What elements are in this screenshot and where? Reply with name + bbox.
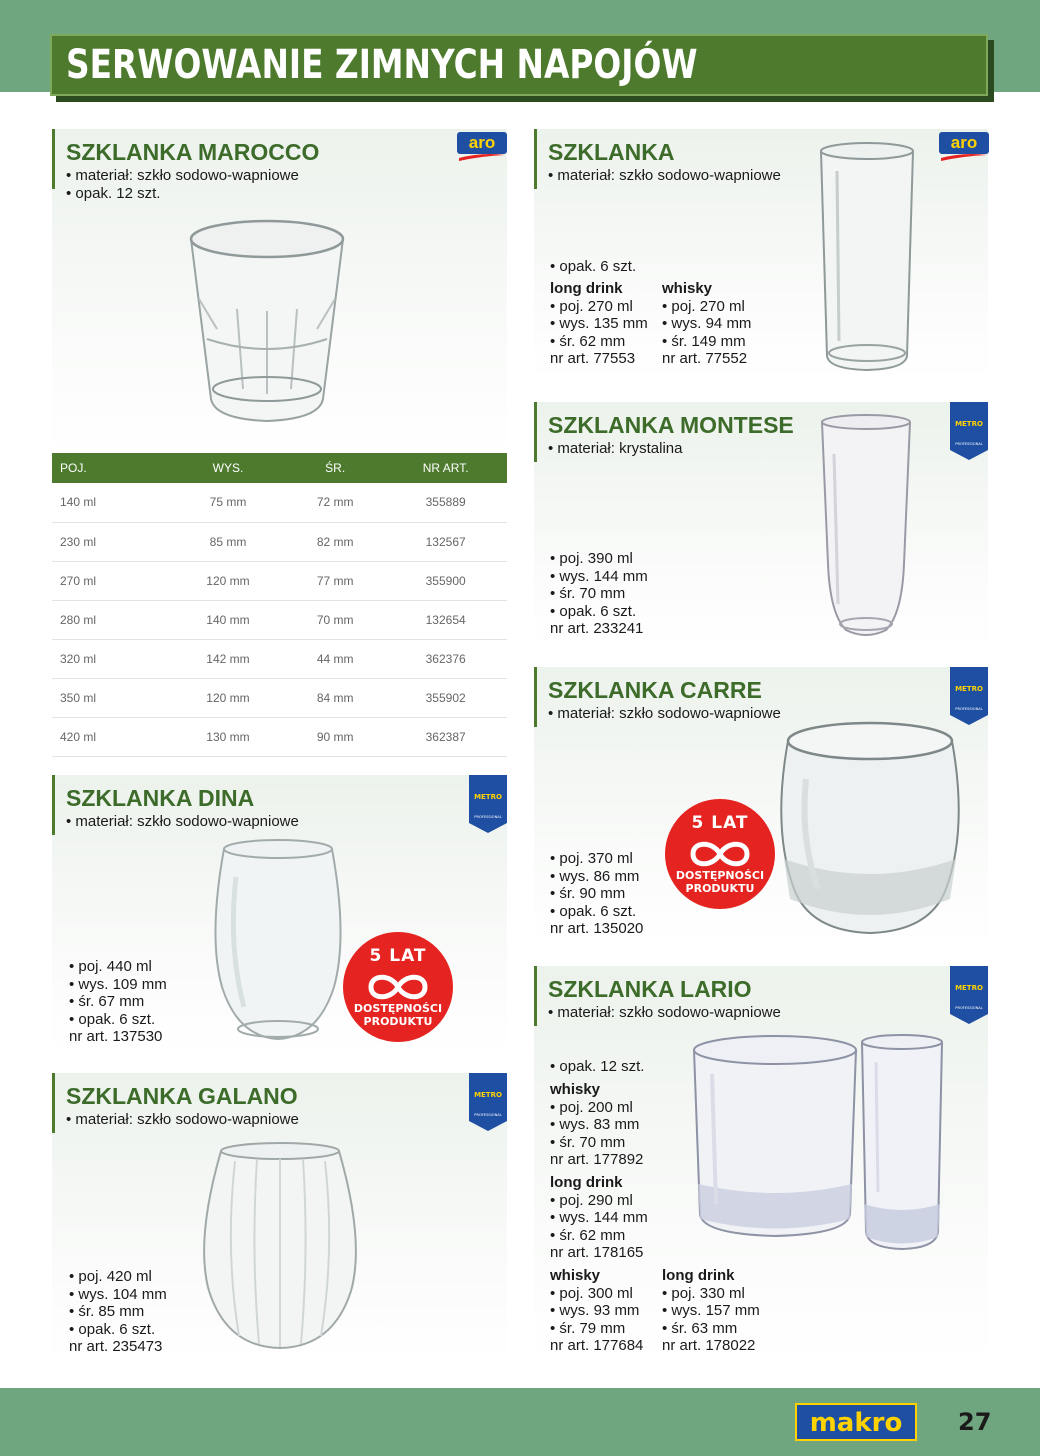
- spec-line: • śr. 63 mm: [662, 1319, 738, 1337]
- spec-column: [662, 280, 751, 368]
- badge-years: 5 LAT: [369, 946, 427, 966]
- table-cell: 420 ml: [52, 717, 170, 756]
- product-bullet: • materiał: szkło sodowo-wapniowe: [548, 167, 781, 184]
- table-cell: 350 ml: [52, 678, 170, 717]
- panel-marocco: [52, 129, 507, 455]
- product-bullet: • opak. 12 szt.: [66, 185, 161, 202]
- spec-line: • wys. 135 mm: [550, 315, 648, 333]
- table-cell: 72 mm: [286, 483, 384, 522]
- spec-line: • śr. 90 mm: [550, 885, 626, 903]
- table-cell: 132654: [384, 600, 507, 639]
- table-cell: 355889: [384, 483, 507, 522]
- spec-column: [69, 958, 167, 1046]
- spec-line: • opak. 6 szt.: [550, 902, 637, 920]
- spec-column: [550, 1174, 648, 1262]
- metro-label: METRO: [474, 1091, 502, 1099]
- metro-professional-logo: [950, 402, 988, 460]
- spec-line: • wys. 83 mm: [550, 1116, 640, 1134]
- spec-line: nr art. 177892: [550, 1151, 644, 1169]
- spec-line: • poj. 300 ml: [550, 1284, 633, 1302]
- panel-accent: [52, 1073, 55, 1133]
- table-row: [52, 717, 507, 756]
- metro-professional-logo: [950, 667, 988, 725]
- spec-line: • poj. 200 ml: [550, 1098, 633, 1116]
- panel-accent: [534, 966, 537, 1026]
- spec-line: • śr. 67 mm: [69, 993, 145, 1011]
- table-header: NR ART.: [384, 453, 507, 483]
- infinity-icon: [687, 837, 753, 871]
- aro-logo: aro: [939, 132, 989, 166]
- spec-line: • poj. 390 ml: [550, 550, 633, 567]
- table-cell: 130 mm: [170, 717, 286, 756]
- pack-info: • opak. 12 szt.: [550, 1058, 645, 1075]
- spec-line: nr art. 135020: [550, 920, 644, 938]
- table-cell: 140 ml: [52, 483, 170, 522]
- makro-logo: makro: [795, 1403, 917, 1441]
- table-cell: 77 mm: [286, 561, 384, 600]
- spec-line: • opak. 6 szt.: [69, 1010, 156, 1028]
- spec-line: • poj. 330 ml: [662, 1284, 745, 1302]
- table-cell: 355900: [384, 561, 507, 600]
- panel-accent: [534, 667, 537, 727]
- badge-text: DOSTĘPNOŚCI PRODUKTU: [353, 1002, 443, 1028]
- spec-column: [69, 1268, 167, 1356]
- metro-sub-label: PROFESSIONAL: [955, 1006, 983, 1010]
- spec-column: [550, 850, 643, 938]
- panel-szklanka: [534, 129, 988, 379]
- metro-sub-label: PROFESSIONAL: [474, 1113, 502, 1117]
- spec-line: • poj. 270 ml: [550, 297, 633, 315]
- spec-line: • wys. 93 mm: [550, 1302, 640, 1320]
- table-cell: 362387: [384, 717, 507, 756]
- spec-line: • śr. 85 mm: [69, 1303, 145, 1321]
- table-row: [52, 678, 507, 717]
- spec-column: [550, 1081, 643, 1169]
- infinity-icon: [365, 970, 431, 1004]
- pack-info: • opak. 6 szt.: [550, 258, 637, 275]
- panel-accent: [534, 129, 537, 189]
- metro-sub-label: PROFESSIONAL: [955, 707, 983, 711]
- table-cell: 44 mm: [286, 639, 384, 678]
- panel-dina: [52, 775, 507, 1054]
- metro-label: METRO: [474, 793, 502, 801]
- table-cell: 270 ml: [52, 561, 170, 600]
- product-title: SZKLANKA LARIO: [548, 976, 752, 1002]
- spec-table: [52, 453, 507, 757]
- page-number: 27: [958, 1408, 992, 1436]
- table-header: WYS.: [170, 453, 286, 483]
- table-cell: 280 ml: [52, 600, 170, 639]
- metro-professional-logo: [469, 775, 507, 833]
- spec-line: nr art. 178165: [550, 1244, 644, 1262]
- availability-badge: [343, 932, 453, 1042]
- table-row: [52, 522, 507, 561]
- table-row: [52, 639, 507, 678]
- table-cell: 355902: [384, 678, 507, 717]
- spec-line: • wys. 86 mm: [550, 867, 640, 885]
- variant-heading: whisky: [662, 280, 713, 297]
- table-cell: 120 mm: [170, 561, 286, 600]
- spec-line: • poj. 420 ml: [69, 1268, 152, 1285]
- spec-line: • wys. 94 mm: [662, 315, 752, 333]
- table-cell: 132567: [384, 522, 507, 561]
- spec-line: nr art. 233241: [550, 620, 644, 638]
- table-cell: 362376: [384, 639, 507, 678]
- glass-image: [187, 219, 347, 424]
- table-cell: 85 mm: [170, 522, 286, 561]
- spec-line: nr art. 178022: [662, 1337, 756, 1355]
- table-cell: 140 mm: [170, 600, 286, 639]
- table-header: ŚR.: [286, 453, 384, 483]
- panel-montese: [534, 402, 988, 648]
- product-bullet: • materiał: szkło sodowo-wapniowe: [548, 705, 781, 722]
- badge-years: 5 LAT: [691, 813, 749, 833]
- variant-heading: long drink: [662, 1267, 735, 1284]
- panel-accent: [52, 129, 55, 189]
- table-row: [52, 561, 507, 600]
- spec-line: • poj. 270 ml: [662, 297, 745, 315]
- spec-line: nr art. 177684: [550, 1337, 644, 1355]
- metro-professional-logo: [469, 1073, 507, 1131]
- glass-image: [817, 141, 917, 373]
- table-header-row: [52, 453, 507, 483]
- metro-sub-label: PROFESSIONAL: [955, 442, 983, 446]
- variant-heading: whisky: [550, 1081, 601, 1098]
- spec-line: nr art. 77552: [662, 350, 748, 368]
- table-cell: 75 mm: [170, 483, 286, 522]
- spec-line: • poj. 290 ml: [550, 1191, 633, 1209]
- metro-label: METRO: [955, 420, 983, 428]
- spec-line: • opak. 6 szt.: [69, 1320, 156, 1338]
- product-bullet: • materiał: szkło sodowo-wapniowe: [66, 813, 299, 830]
- panel-lario: [534, 966, 988, 1362]
- product-title: SZKLANKA GALANO: [66, 1083, 298, 1109]
- spec-line: • śr. 62 mm: [550, 1226, 626, 1244]
- table-cell: 82 mm: [286, 522, 384, 561]
- aro-logo: aro: [457, 132, 507, 166]
- table-cell: 142 mm: [170, 639, 286, 678]
- product-title: SZKLANKA MAROCCO: [66, 139, 320, 165]
- badge-text: DOSTĘPNOŚCI PRODUKTU: [675, 869, 765, 895]
- spec-line: • śr. 70 mm: [550, 585, 626, 603]
- glass-image: [690, 1034, 860, 1238]
- spec-line: • wys. 157 mm: [662, 1302, 760, 1320]
- spec-line: • śr. 79 mm: [550, 1319, 626, 1337]
- product-title: SZKLANKA CARRE: [548, 677, 762, 703]
- variant-heading: whisky: [550, 1267, 601, 1284]
- glass-image: [208, 837, 348, 1043]
- product-bullet: • materiał: szkło sodowo-wapniowe: [66, 1111, 299, 1128]
- glass-image: [195, 1141, 365, 1351]
- table-cell: 70 mm: [286, 600, 384, 639]
- spec-line: • poj. 370 ml: [550, 850, 633, 867]
- table-cell: 90 mm: [286, 717, 384, 756]
- product-bullet: • materiał: krystalina: [548, 440, 683, 457]
- table-row: [52, 600, 507, 639]
- spec-line: • śr. 149 mm: [662, 332, 746, 350]
- table-cell: 320 ml: [52, 639, 170, 678]
- panel-accent: [52, 775, 55, 835]
- glass-image: [770, 719, 970, 937]
- variant-heading: long drink: [550, 280, 623, 297]
- product-bullet: • materiał: szkło sodowo-wapniowe: [548, 1004, 781, 1021]
- panel-accent: [534, 402, 537, 462]
- spec-line: • poj. 440 ml: [69, 958, 152, 975]
- variant-heading: long drink: [550, 1174, 623, 1191]
- table-header: POJ.: [52, 453, 170, 483]
- spec-column: [550, 1267, 643, 1355]
- glass-image: [816, 414, 916, 640]
- spec-line: • wys. 104 mm: [69, 1285, 167, 1303]
- spec-line: nr art. 235473: [69, 1338, 163, 1356]
- spec-column: [550, 550, 648, 638]
- product-title: SZKLANKA MONTESE: [548, 412, 794, 438]
- panel-galano: [52, 1073, 507, 1362]
- product-title: SZKLANKA: [548, 139, 675, 165]
- table-cell: 84 mm: [286, 678, 384, 717]
- spec-line: • wys. 144 mm: [550, 567, 648, 585]
- spec-line: • opak. 6 szt.: [550, 602, 637, 620]
- spec-line: nr art. 137530: [69, 1028, 163, 1046]
- metro-professional-logo: [950, 966, 988, 1024]
- panel-carre: [534, 667, 988, 946]
- spec-line: • wys. 144 mm: [550, 1209, 648, 1227]
- spec-line: nr art. 77553: [550, 350, 636, 368]
- spec-line: • śr. 70 mm: [550, 1133, 626, 1151]
- table-cell: 120 mm: [170, 678, 286, 717]
- metro-sub-label: PROFESSIONAL: [474, 815, 502, 819]
- metro-label: METRO: [955, 984, 983, 992]
- glass-image: [858, 1032, 946, 1252]
- table-cell: 230 ml: [52, 522, 170, 561]
- spec-column: [550, 280, 648, 368]
- product-bullet: • materiał: szkło sodowo-wapniowe: [66, 167, 299, 184]
- table-row: [52, 483, 507, 522]
- availability-badge: [665, 799, 775, 909]
- metro-label: METRO: [955, 685, 983, 693]
- spec-line: • śr. 62 mm: [550, 332, 626, 350]
- spec-column: [662, 1267, 760, 1355]
- product-title: SZKLANKA DINA: [66, 785, 255, 811]
- page-title: SERWOWANIE ZIMNYCH NAPOJÓW: [66, 42, 698, 88]
- title-banner: [50, 34, 988, 96]
- spec-line: • wys. 109 mm: [69, 975, 167, 993]
